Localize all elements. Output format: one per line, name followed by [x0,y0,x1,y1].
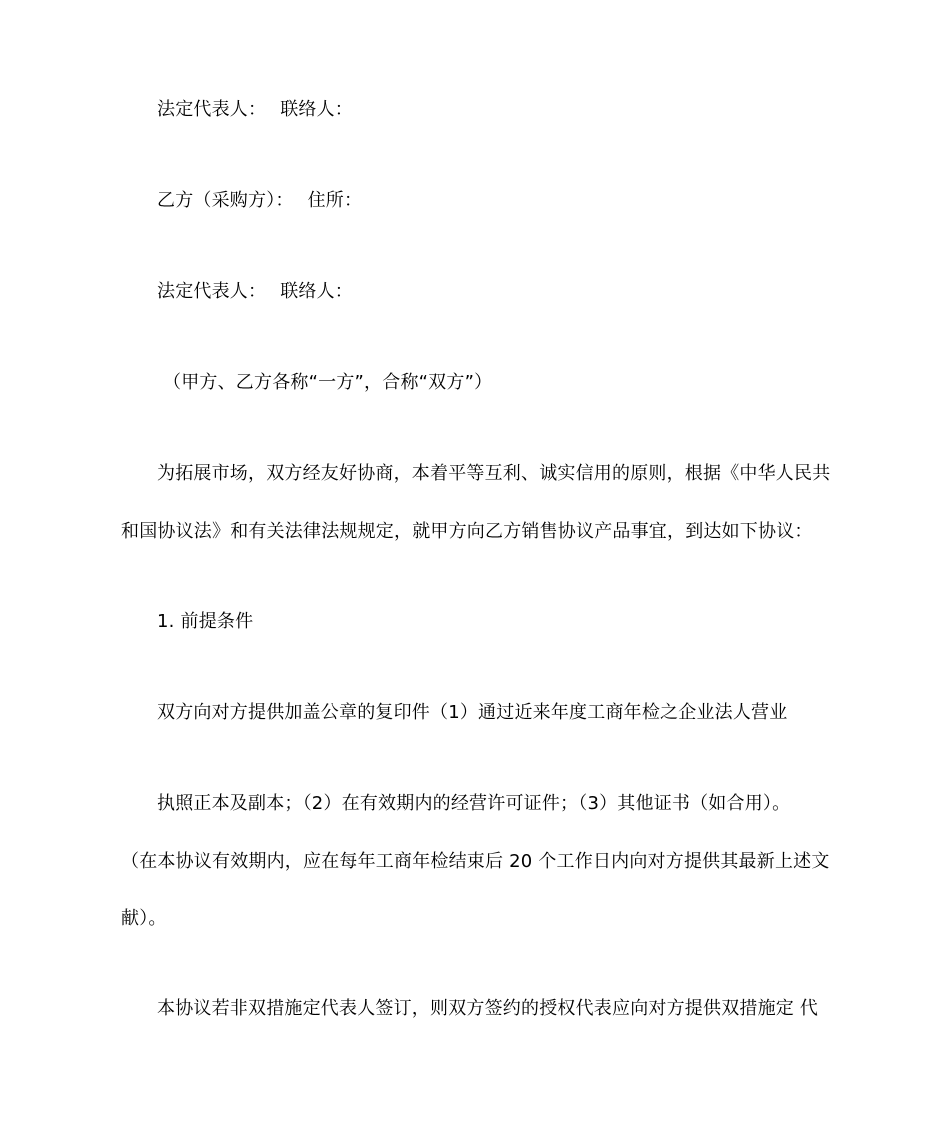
preamble-paragraph-line-1: 为拓展市场，双方经友好协商，本着平等互利、诚实信用的原则，根据《中华人民共 [157,463,831,484]
section-heading: 1. 前提条件 [157,611,254,632]
legal-representative-line-1 [121,98,867,122]
preamble-paragraph-line-2: 和国协议法》和有关法律法规规定，就甲方向乙方销售协议产品事宜，到达如下协议： [121,521,813,542]
party-b-line [121,189,867,213]
condition-paragraph-line-4: 献）。 [121,908,167,929]
condition-paragraph-line-1: 双方向对方提供加盖公章的复印件（1）通过近来年度工商年检之企业法人营业 [157,702,788,723]
party-b-label: 乙方（采购方）： [157,190,294,211]
parties-definition: （甲方、乙方各称“一方”，合称“双方”） [163,372,493,393]
address-label: 住所： [307,190,363,211]
legal-representative-label: 法定代表人： [157,281,267,302]
authorization-paragraph-line-1: 本协议若非双措施定代表人签订，则双方签约的授权代表应向对方提供双措施定 代 [157,998,819,1019]
contact-person-label: 联络人： [280,281,354,302]
legal-representative-label: 法定代表人： [157,99,267,120]
contact-person-label: 联络人： [280,99,354,120]
condition-paragraph-line-2: 执照正本及副本；（2）在有效期内的经营许可证件；（3）其他证书（如合用）。 [157,793,791,814]
legal-representative-line-2 [121,280,867,304]
condition-paragraph-line-3: （在本协议有效期内，应在每年工商年检结束后 20 个工作日内向对方提供其最新上述文 [121,851,830,872]
